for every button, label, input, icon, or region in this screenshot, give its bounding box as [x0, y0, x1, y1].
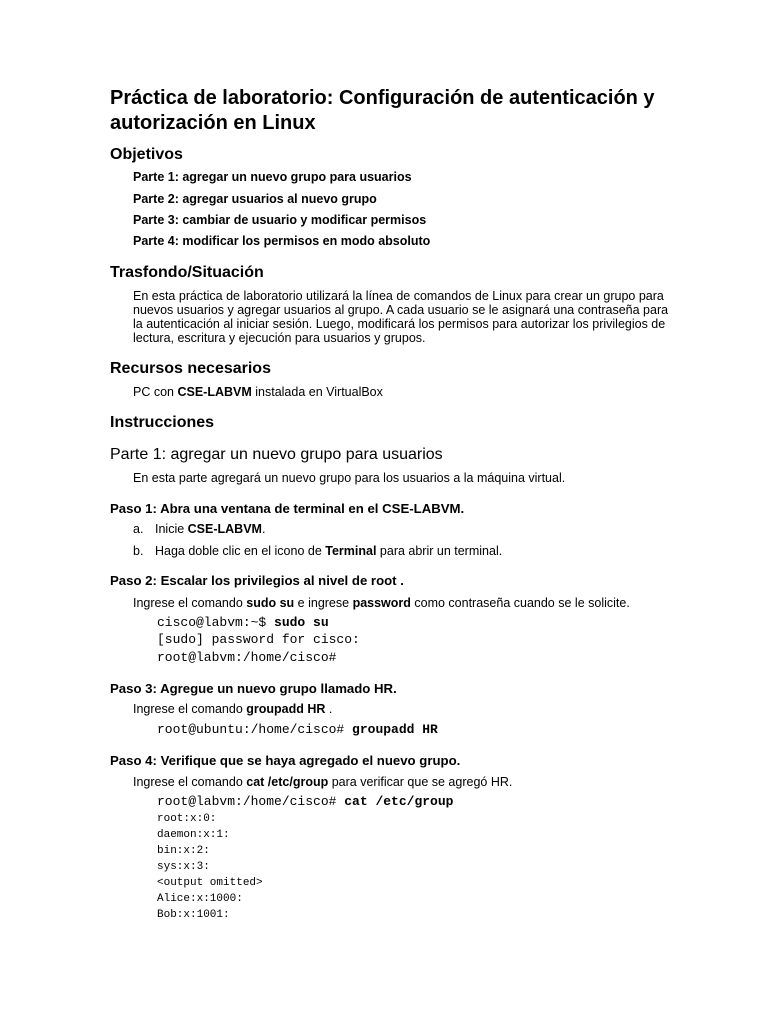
- step2-text: Ingrese el comando sudo su e ingrese password como contraseña cuando se le solicite.: [133, 596, 630, 610]
- code-line: root@ubuntu:/home/cisco# groupadd HR: [157, 722, 438, 737]
- background-text: En esta práctica de laboratorio utilizará la línea de comandos de Linux para crear un grupo para nuevos usuarios y agregar usuarios al grupo. A cada usuario se le asignará una contraseña para la autenticación al iniciar sesión. Luego, modificará los permisos para autorizar los privilegios de lectura, escritura y ejecución para usuarios y grupos.: [133, 289, 669, 345]
- step3-text: Ingrese el comando groupadd HR .: [133, 702, 333, 716]
- step1-heading: Paso 1: Abra una ventana de terminal en el CSE-LABVM.: [110, 501, 465, 516]
- output-line: daemon:x:1:: [157, 829, 230, 841]
- output-line: Bob:x:1001:: [157, 909, 230, 921]
- output-line: <output omitted>: [157, 877, 263, 889]
- objective-item: Parte 3: cambiar de usuario y modificar permisos: [133, 213, 427, 227]
- background-heading: Trasfondo/Situación: [110, 264, 264, 281]
- part1-intro: En esta parte agregará un nuevo grupo para los usuarios a la máquina virtual.: [133, 471, 566, 485]
- output-line: sys:x:3:: [157, 861, 210, 873]
- list-item: b. Haga doble clic en el icono de Terminal para abrir un terminal.: [133, 544, 503, 558]
- code-line: root@labvm:/home/cisco#: [157, 650, 337, 665]
- objective-item: Parte 1: agregar un nuevo grupo para usuarios: [133, 170, 412, 184]
- code-line: root@labvm:/home/cisco# cat /etc/group: [157, 794, 454, 809]
- list-item: a. Inicie CSE-LABVM.: [133, 522, 266, 536]
- objective-item: Parte 2: agregar usuarios al nuevo grupo: [133, 192, 377, 206]
- step3-heading: Paso 3: Agregue un nuevo grupo llamado HR.: [110, 681, 397, 696]
- part1-heading: Parte 1: agregar un nuevo grupo para usuarios: [110, 446, 443, 463]
- code-line: cisco@labvm:~$ sudo su: [157, 615, 329, 630]
- step4-text: Ingrese el comando cat /etc/group para verificar que se agregó HR.: [133, 775, 513, 789]
- objective-item: Parte 4: modificar los permisos en modo absoluto: [133, 234, 431, 248]
- output-line: bin:x:2:: [157, 845, 210, 857]
- instructions-heading: Instrucciones: [110, 414, 215, 431]
- code-line: [sudo] password for cisco:: [157, 632, 360, 647]
- resources-text: PC con CSE-LABVM instalada en VirtualBox: [133, 385, 383, 399]
- resources-heading: Recursos necesarios: [110, 360, 271, 377]
- objectives-heading: Objetivos: [110, 146, 183, 163]
- step4-heading: Paso 4: Verifique que se haya agregado el nuevo grupo.: [110, 753, 461, 768]
- page-title: Práctica de laboratorio: Configuración de autenticación y autorización en Linux: [110, 87, 655, 134]
- output-line: root:x:0:: [157, 813, 217, 825]
- output-line: Alice:x:1000:: [157, 893, 243, 905]
- step2-heading: Paso 2: Escalar los privilegios al nivel de root .: [110, 573, 404, 588]
